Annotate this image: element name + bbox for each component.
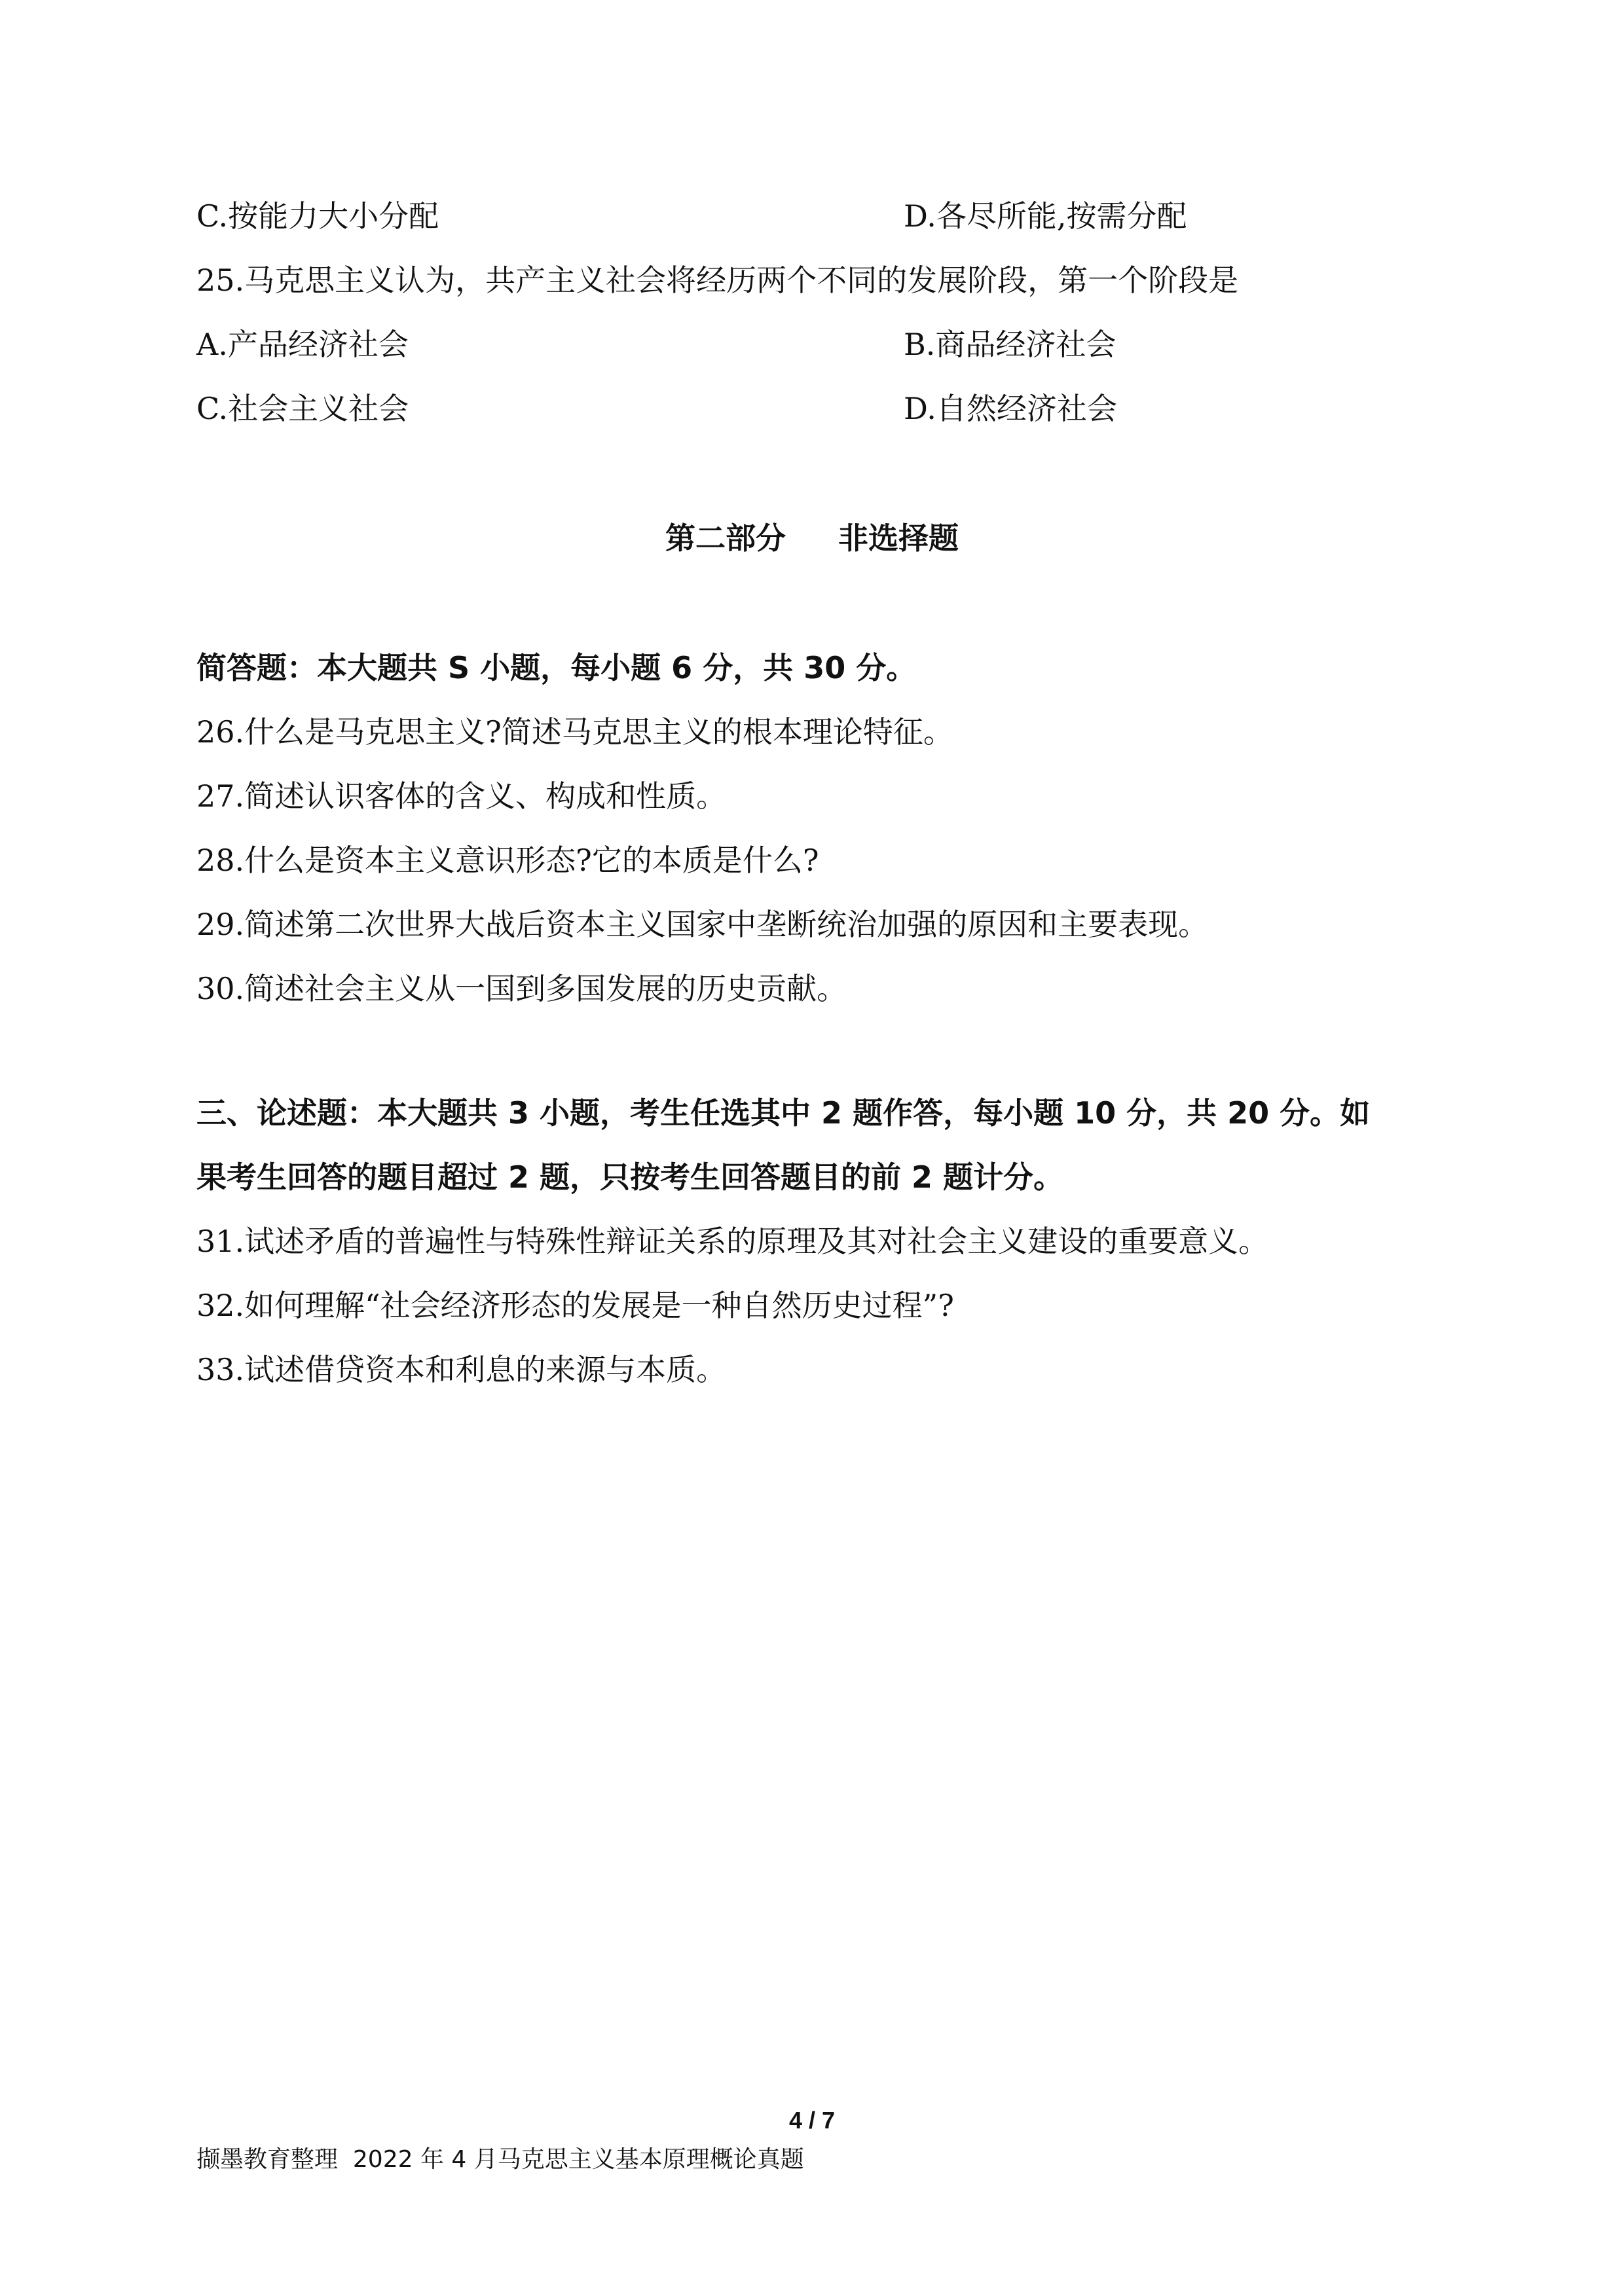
q25-stem: 25.马克思主义认为，共产主义社会将经历两个不同的发展阶段，第一个阶段是 xyxy=(196,263,1239,298)
essay-heading-line2: 果考生回答的题目超过 2 题，只按考生回答题目的前 2 题计分。 xyxy=(196,1159,1064,1195)
q24-option-c: C.按能力大小分配 xyxy=(196,198,439,234)
question-30: 30.简述社会主义从一国到多国发展的历史贡献。 xyxy=(196,971,847,1006)
question-32: 32.如何理解“社会经济形态的发展是一种自然历史过程”? xyxy=(196,1288,954,1323)
q25-option-c: C.社会主义社会 xyxy=(196,391,409,426)
footer-source-text: 撷墨教育整理 2022 年 4 月马克思主义基本原理概论真题 xyxy=(196,2146,804,2173)
essay-heading-line1: 三、论述题：本大题共 3 小题，考生任选其中 2 题作答，每小题 10 分，共 20 分。如 xyxy=(196,1095,1371,1131)
page-number: 4 / 7 xyxy=(788,2107,836,2134)
q25-option-b: B.商品经济社会 xyxy=(904,327,1116,362)
question-26: 26.什么是马克思主义?简述马克思主义的根本理论特征。 xyxy=(196,714,953,750)
q24-option-d: D.各尽所能,按需分配 xyxy=(904,198,1187,234)
short-answer-heading: 简答题：本大题共 S 小题，每小题 6 分，共 30 分。 xyxy=(196,650,917,685)
question-33: 33.试述借贷资本和利息的来源与本质。 xyxy=(196,1352,727,1387)
question-27: 27.简述认识客体的含义、构成和性质。 xyxy=(196,778,727,814)
q25-option-a: A.产品经济社会 xyxy=(196,327,409,362)
q25-option-d: D.自然经济社会 xyxy=(904,391,1117,426)
question-28: 28.什么是资本主义意识形态?它的本质是什么? xyxy=(196,843,819,878)
question-29: 29.简述第二次世界大战后资本主义国家中垄断统治加强的原因和主要表现。 xyxy=(196,907,1209,942)
part-two-title: 第二部分 非选择题 xyxy=(665,520,959,556)
question-31: 31.试述矛盾的普遍性与特殊性辩证关系的原理及其对社会主义建设的重要意义。 xyxy=(196,1224,1269,1259)
